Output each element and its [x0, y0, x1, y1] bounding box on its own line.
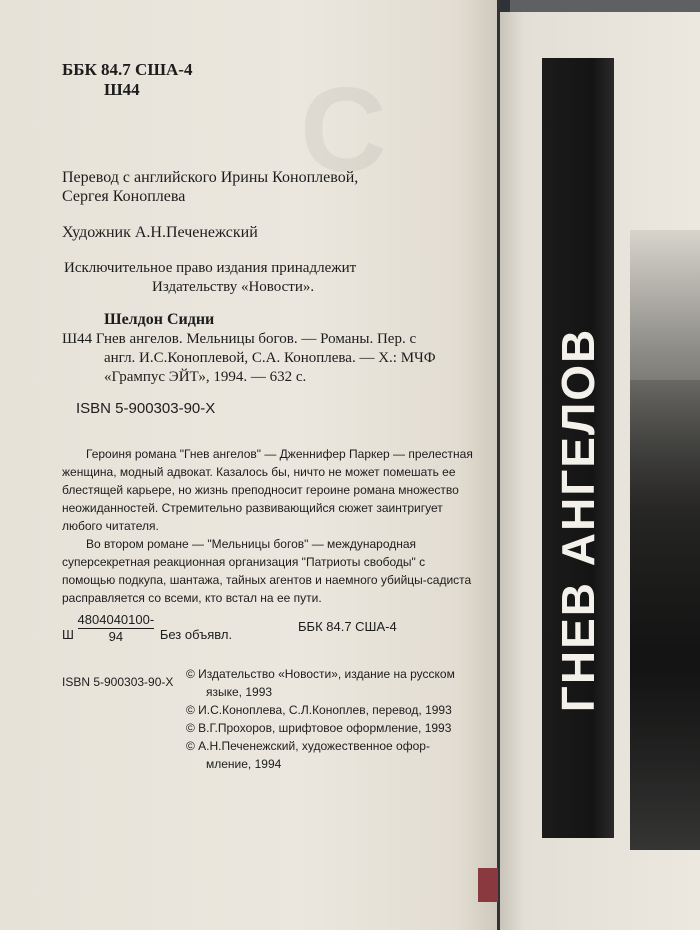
biblio-line-1 — [62, 331, 416, 348]
isbn-top: ISBN 5-900303-90-X — [76, 400, 216, 417]
rights-line-2: Издательству «Новости». — [152, 279, 315, 295]
cover-title: ГНЕВ АНГЕЛОВ — [552, 327, 604, 713]
cover-photo-shadow — [630, 380, 700, 850]
annotation-paragraph-1: Героиня романа "Гнев ангелов" — Дженнифер Паркер — прелестная женщина, модный адвокат. Казалось бы, ничто не может помешать ее блестящей карьере, но жизнь преподносит героине романа множество неожиданностей. Стремительно развивающийся сюжет заинтригует любого читателя. — [62, 447, 473, 533]
formula-fraction — [78, 612, 155, 645]
rights-line-1: Исключительное право издания принадлежит — [64, 260, 357, 276]
formula-prefix: Ш — [62, 626, 74, 642]
copyright-line: © И.С.Коноплева, С.Л.Коноплев, перевод, 1993 — [186, 703, 452, 717]
biblio-line-2: англ. И.С.Коноплевой, С.А. Коноплева. — Х.: МЧФ — [104, 350, 436, 366]
author-name: Шелдон Сидни — [104, 311, 215, 328]
biblio-line-3: «Грампус ЭЙТ», 1994. — 632 с. — [104, 369, 307, 385]
bbk-bottom: ББК 84.7 США-4 — [298, 619, 397, 634]
copyright-line: © А.Н.Печенежский, художественное офор- — [186, 739, 430, 753]
translation-line-2: Сергея Коноплева — [62, 188, 186, 205]
translation-line-1: Перевод с английского Ирины Коноплевой, — [62, 169, 359, 186]
bbk-code: ББК 84.7 США-4 — [62, 60, 193, 79]
isbn-bottom: ISBN 5-900303-90-X — [62, 675, 174, 689]
artist-credit: Художник А.Н.Печенежский — [62, 224, 258, 241]
show-through-ghost: С — [300, 63, 387, 197]
copyright-line: языке, 1993 — [206, 685, 273, 699]
publishing-formula — [62, 612, 232, 645]
binding-red-edge — [478, 868, 498, 902]
biblio-line-1-text: Ш44 Гнев ангелов. Мельницы богов. — Романы. Пер. с — [62, 331, 417, 347]
copyright-block — [186, 665, 455, 773]
copyright-line: © Издательство «Новости», издание на русском — [186, 667, 455, 681]
author-code: Ш44 — [104, 80, 140, 99]
copyright-line: мление, 1994 — [206, 757, 282, 771]
annotation-paragraph-2: Во втором романе — "Мельницы богов" — международная суперсекретная реакционная организация "Патриоты свободы" с помощью подкупа, шантажа, тайных агентов и наемного убийцы-садиста расправляется со всеми, кто встал на ее пути. — [62, 537, 472, 605]
formula-numerator: 4804040100- — [77, 612, 155, 627]
formula-denominator: 94 — [108, 629, 124, 644]
formula-note: Без объявл. — [159, 626, 233, 642]
copyright-line: © В.Г.Прохоров, шрифтовое оформление, 1993 — [186, 721, 452, 735]
